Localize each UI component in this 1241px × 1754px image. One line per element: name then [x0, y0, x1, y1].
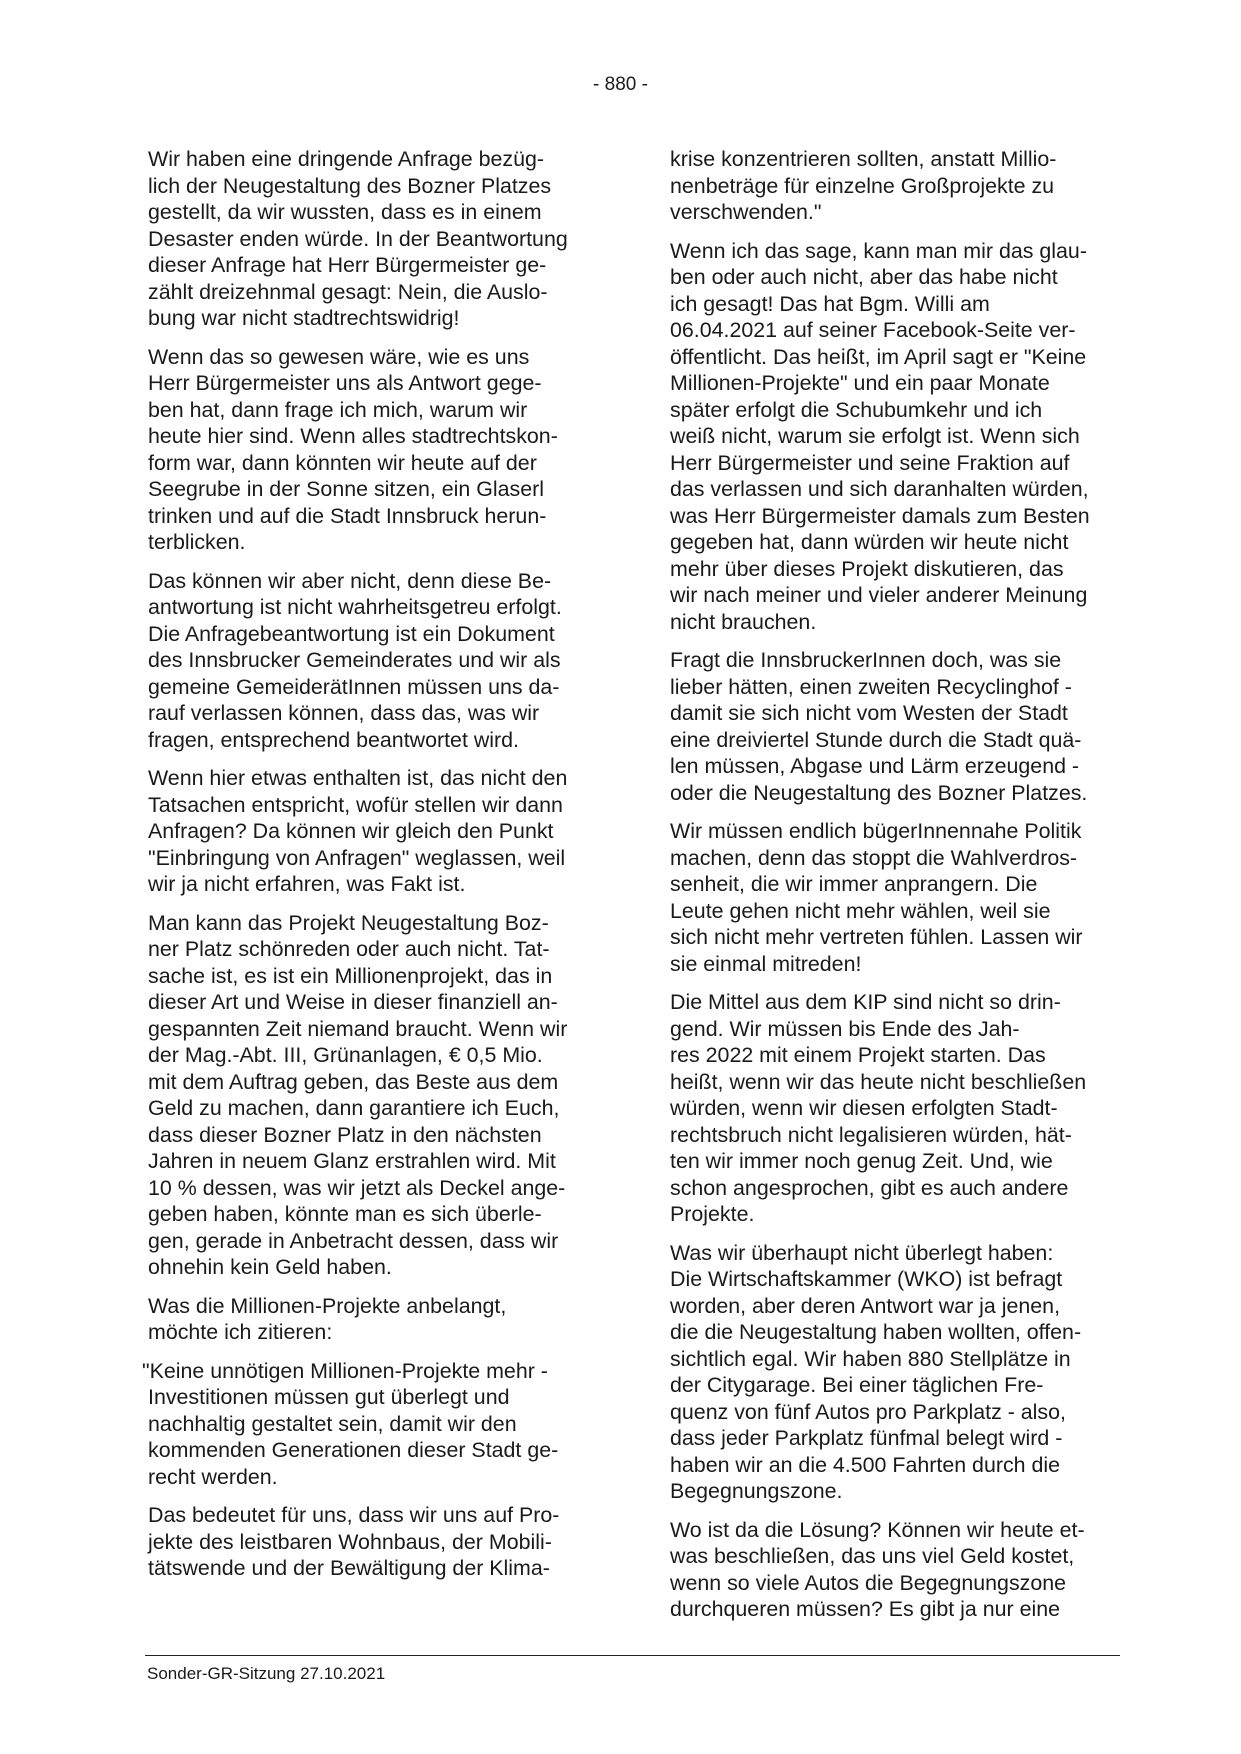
footer-session-label: Sonder-GR-Sitzung 27.10.2021 [147, 1664, 386, 1683]
text-line: len müssen, Abgase und Lärm erzeugend - [670, 754, 1080, 778]
text-line: gen, gerade in Anbetracht dessen, dass wir [148, 1228, 559, 1253]
paragraph [670, 989, 1130, 1228]
text-line: ben oder auch nicht, aber das habe nicht [670, 265, 1058, 289]
text-line: 06.04.2021 auf seiner Facebook-Seite ver- [670, 318, 1076, 342]
text-line: das verlassen und sich daranhalten würden, [670, 477, 1089, 501]
paragraph [670, 238, 1130, 636]
text-line: Millionen-Projekte" und ein paar Monate [670, 371, 1050, 395]
text-line: antwortung ist nicht wahrheitsgetreu erfolgt. [148, 595, 562, 619]
text-line: nachhaltig gestaltet sein, damit wir den [148, 1411, 517, 1436]
text-line: gespannten Zeit niemand braucht. Wenn wir [148, 1016, 568, 1041]
text-line: Man kann das Projekt Neugestaltung Boz- [148, 910, 549, 935]
text-line: Tatsachen entspricht, wofür stellen wir dann [148, 792, 563, 817]
text-line: Die Wirtschaftskammer (WKO) ist befragt [670, 1267, 1063, 1291]
text-line: zählt dreizehnmal gesagt: Nein, die Auslo- [148, 279, 548, 304]
text-line: Fragt die InnsbruckerInnen doch, was sie [670, 648, 1062, 672]
text-line: rechtsbruch nicht legalisieren würden, hät- [670, 1122, 1072, 1147]
text-line: die die Neugestaltung haben wollten, offen- [670, 1320, 1082, 1344]
text-line: heute hier sind. Wenn alles stadtrechtskon- [148, 424, 558, 448]
text-line: gemeine GemeiderätInnen müssen uns da- [148, 674, 560, 699]
paragraph [670, 818, 1130, 977]
text-line: "Einbringung von Anfragen" weglassen, weil [148, 845, 566, 870]
paragraph [670, 1517, 1130, 1623]
paragraph [670, 1240, 1130, 1505]
text-line: bung war nicht stadtrechtswidrig! [148, 306, 460, 330]
text-line: Herr Bürgermeister und seine Fraktion auf [670, 450, 1070, 475]
quote-paragraph [142, 1358, 608, 1491]
text-line: res 2022 mit einem Projekt starten. Das [670, 1043, 1046, 1067]
text-line: der Citygarage. Bei einer täglichen Fre- [670, 1373, 1044, 1397]
paragraph [148, 146, 608, 332]
text-line: weiß nicht, warum sie erfolgt ist. Wenn sich [670, 424, 1080, 448]
paragraph [670, 146, 1130, 226]
text-line: schon angesprochen, gibt es auch andere [670, 1175, 1069, 1200]
text-line: was beschließen, das uns viel Geld kostet, [670, 1544, 1075, 1568]
text-line: tätswende und der Bewältigung der Klima- [148, 1556, 550, 1580]
text-line: worden, aber deren Antwort war ja jenen, [670, 1293, 1061, 1318]
text-line: durchqueren müssen? Es gibt ja nur eine [670, 1597, 1061, 1621]
text-line: terblicken. [148, 530, 246, 554]
text-line: damit sie sich nicht vom Westen der Stadt [670, 701, 1068, 725]
text-line: geben haben, könnte man es sich überle- [148, 1202, 542, 1226]
text-line: jekte des leistbaren Wohnbaus, der Mobili- [148, 1529, 552, 1554]
text-line: Was die Millionen-Projekte anbelangt, [148, 1293, 507, 1318]
text-line: quenz von fünf Autos pro Parkplatz - also, [670, 1399, 1066, 1424]
text-line: krise konzentrieren sollten, anstatt Millio- [670, 147, 1057, 171]
text-line: Herr Bürgermeister uns als Antwort gege- [148, 371, 542, 395]
text-line: fragen, entsprechend beantwortet wird. [148, 727, 519, 752]
paragraph [148, 1502, 608, 1582]
text-line: später erfolgt die Schubumkehr und ich [670, 397, 1043, 422]
text-line: mehr über dieses Projekt diskutieren, das [670, 556, 1064, 581]
text-line: Das bedeutet für uns, dass wir uns auf Pro- [148, 1503, 560, 1527]
paragraph [148, 765, 608, 898]
paragraph [148, 910, 608, 1281]
text-line: nenbeträge für einzelne Großprojekte zu [670, 173, 1055, 198]
text-line: Wenn ich das sage, kann man mir das glau- [670, 238, 1087, 263]
text-line: ben hat, dann frage ich mich, warum wir [148, 397, 528, 422]
text-line: was Herr Bürgermeister damals zum Besten [670, 503, 1090, 528]
text-line: gestellt, da wir wussten, dass es in einem [148, 200, 542, 224]
text-line: sich nicht mehr vertreten fühlen. Lassen wir [670, 925, 1083, 949]
paragraph [148, 344, 608, 556]
text-line: des Innsbrucker Gemeinderates und wir als [148, 648, 561, 672]
text-line: wir nach meiner und vieler anderer Meinung [670, 583, 1088, 607]
text-line: rauf verlassen können, dass das, was wir [148, 701, 540, 725]
text-line: dass dieser Bozner Platz in den nächsten [148, 1122, 542, 1147]
text-line: dieser Art und Weise in dieser finanziell an- [148, 990, 558, 1014]
text-line: sache ist, es ist ein Millionenprojekt, das in [148, 963, 553, 988]
text-line: trinken und auf die Stadt Innsbruck herun- [148, 503, 547, 528]
text-line: Wenn das so gewesen wäre, wie es uns [148, 344, 530, 369]
text-line: Was wir überhaupt nicht überlegt haben: [670, 1240, 1054, 1265]
text-line: Investitionen müssen gut überlegt und [148, 1385, 510, 1409]
text-line: Die Mittel aus dem KIP sind nicht so drin- [670, 990, 1061, 1014]
text-line: Wenn hier etwas enthalten ist, das nicht den [148, 766, 568, 790]
text-line: möchte ich zitieren: [148, 1320, 333, 1344]
text-line: senheit, die wir immer anprangern. Die [670, 872, 1038, 896]
text-line: Das können wir aber nicht, denn diese Be- [148, 568, 552, 593]
text-line: gend. Wir müssen bis Ende des Jah- [670, 1016, 1020, 1041]
text-line: ich gesagt! Das hat Bgm. Willi am [670, 291, 990, 316]
text-line: form war, dann könnten wir heute auf der [148, 450, 537, 475]
footer-divider [145, 1655, 1120, 1656]
text-line: ten wir immer noch genug Zeit. Und, wie [670, 1149, 1053, 1173]
text-line: sie einmal mitreden! [670, 951, 862, 976]
page-number: - 880 - [593, 74, 648, 95]
text-line: gegeben hat, dann würden wir heute nicht [670, 530, 1069, 554]
text-line: oder die Neugestaltung des Bozner Platzes. [670, 780, 1088, 805]
text-line: heißt, wenn wir das heute nicht beschließen [670, 1069, 1087, 1094]
text-line: kommenden Generationen dieser Stadt ge- [148, 1438, 559, 1462]
text-line: Wir haben eine dringende Anfrage bezüg- [148, 147, 544, 171]
text-line: wir ja nicht erfahren, was Fakt ist. [148, 872, 466, 896]
text-line: der Mag.-Abt. III, Grünanlagen, € 0,5 Mio. [148, 1043, 543, 1067]
text-line: Die Anfragebeantwortung ist ein Dokument [148, 621, 555, 646]
paragraph [148, 1293, 608, 1346]
left-text-column [142, 146, 608, 1594]
text-line: lich der Neugestaltung des Bozner Platzes [148, 173, 552, 198]
text-line: ohnehin kein Geld haben. [148, 1255, 392, 1279]
text-line: haben wir an die 4.500 Fahrten durch die [670, 1452, 1061, 1477]
text-line: verschwenden." [670, 200, 822, 224]
text-line: dieser Anfrage hat Herr Bürgermeister ge- [148, 253, 547, 277]
text-line: Anfragen? Da können wir gleich den Punkt [148, 819, 554, 843]
text-line: Seegrube in der Sonne sitzen, ein Glaserl [148, 477, 544, 501]
right-text-column [670, 146, 1130, 1635]
text-line: Begegnungszone. [670, 1479, 843, 1503]
text-line: ner Platz schönreden oder auch nicht. Tat- [148, 937, 550, 961]
text-line: "Keine unnötigen Millionen-Projekte mehr - [142, 1358, 548, 1383]
text-line: Wir müssen endlich bügerInnennahe Politik [670, 819, 1082, 843]
text-line: Projekte. [670, 1202, 755, 1226]
paragraph [148, 568, 608, 754]
text-line: Desaster enden würde. In der Beantwortung [148, 226, 568, 251]
paragraph [670, 647, 1130, 806]
text-line: nicht brauchen. [670, 609, 817, 634]
text-line: öffentlicht. Das heißt, im April sagt er "Keine [670, 344, 1087, 369]
text-line: würden, wenn wir diesen erfolgten Stadt- [670, 1096, 1058, 1120]
text-line: eine dreiviertel Stunde durch die Stadt quä- [670, 727, 1082, 752]
text-line: Leute gehen nicht mehr wählen, weil sie [670, 898, 1051, 923]
text-line: machen, denn das stoppt die Wahlverdros- [670, 845, 1078, 870]
text-line: mit dem Auftrag geben, das Beste aus dem [148, 1069, 559, 1094]
text-line: wenn so viele Autos die Begegnungszone [670, 1570, 1067, 1595]
text-line: lieber hätten, einen zweiten Recyclinghof - [670, 674, 1072, 699]
text-line: dass jeder Parkplatz fünfmal belegt wird - [670, 1426, 1063, 1450]
text-line: sichtlich egal. Wir haben 880 Stellplätze in [670, 1346, 1071, 1371]
text-line: 10 % dessen, was wir jetzt als Deckel ange- [148, 1175, 566, 1200]
text-line: Jahren in neuem Glanz erstrahlen wird. Mit [148, 1149, 556, 1173]
text-line: recht werden. [148, 1464, 278, 1489]
text-line: Geld zu machen, dann garantiere ich Euch, [148, 1096, 560, 1120]
text-line: Wo ist da die Lösung? Können wir heute et- [670, 1517, 1085, 1542]
